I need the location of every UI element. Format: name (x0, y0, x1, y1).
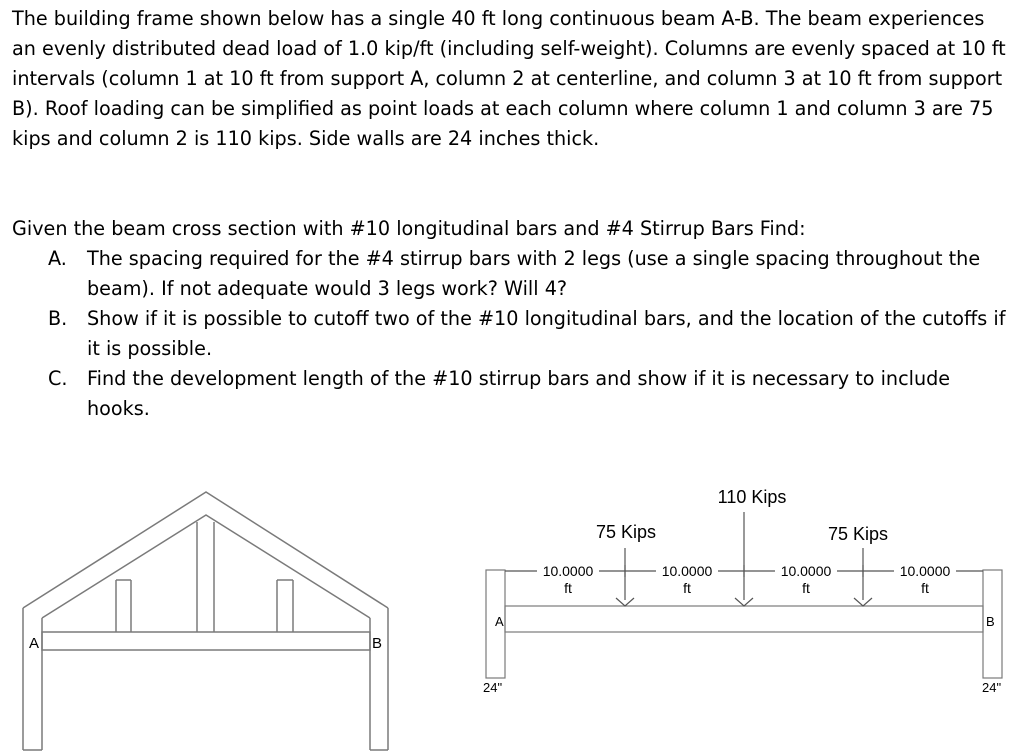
beam-body (505, 606, 983, 632)
given-statement: Given the beam cross section with #10 longitudinal bars and #4 Stirrup Bars Find: (12, 217, 806, 240)
dimension-value-1: 10.0000 (542, 563, 594, 579)
frame-label-b: B (372, 635, 383, 652)
frame-beam (42, 632, 370, 650)
wall-thickness-left: 24" (483, 680, 503, 695)
roof-inner-line (42, 515, 370, 618)
frame-label-a: A (29, 635, 40, 652)
dimension-value-4: 10.0000 (899, 563, 951, 579)
building-frame-drawing (23, 492, 388, 750)
question-c-text: Find the development length of the #10 stirrup bars and show if it is necessary to include hooks. (87, 367, 951, 420)
load-label-right: 75 Kips (827, 524, 889, 544)
dimension-value-3: 10.0000 (780, 563, 832, 579)
dimension-label-backgrounds (537, 563, 956, 577)
roof-outer-line (23, 492, 388, 608)
question-c-marker: C. (48, 367, 68, 390)
dimension-unit-1: ft (564, 580, 572, 596)
question-a-text: The spacing required for the #4 stirrup bars with 2 legs (use a single spacing throughout the beam). If not adequate would 3 legs work? Will 4? (87, 247, 981, 300)
question-b-text: Show if it is possible to cutoff two of the #10 longitudinal bars, and the location of the cutoffs if it is possible. (87, 307, 1006, 360)
dimension-unit-2: ft (683, 580, 691, 596)
beam-support-label-b: B (986, 614, 995, 629)
problem-statement: The building frame shown below has a single 40 ft long continuous beam A-B. The beam experiences an evenly distributed dead load of 1.0 kip/ft (including self-weight). Columns are evenly spaced at 10 ft intervals (column 1 at 10 ft from support A, column 2 at centerline, and column 3 at 10 ft from support B). Roof loading can be simplified as point loads at each column where column 1 and column 3 are 75 kips and column 2 is 110 kips. Side walls are 24 inches thick. (12, 7, 1006, 150)
dimension-unit-3: ft (802, 580, 810, 596)
question-a-marker: A. (48, 247, 67, 270)
load-label-left: 75 Kips (595, 522, 657, 542)
dimension-unit-4: ft (921, 580, 929, 596)
question-b-marker: B. (48, 307, 68, 330)
dimension-value-2: 10.0000 (661, 563, 713, 579)
beam-support-label-a: A (495, 614, 504, 629)
load-label-center: 110 Kips (717, 487, 787, 507)
wall-thickness-right: 24" (982, 680, 1002, 695)
